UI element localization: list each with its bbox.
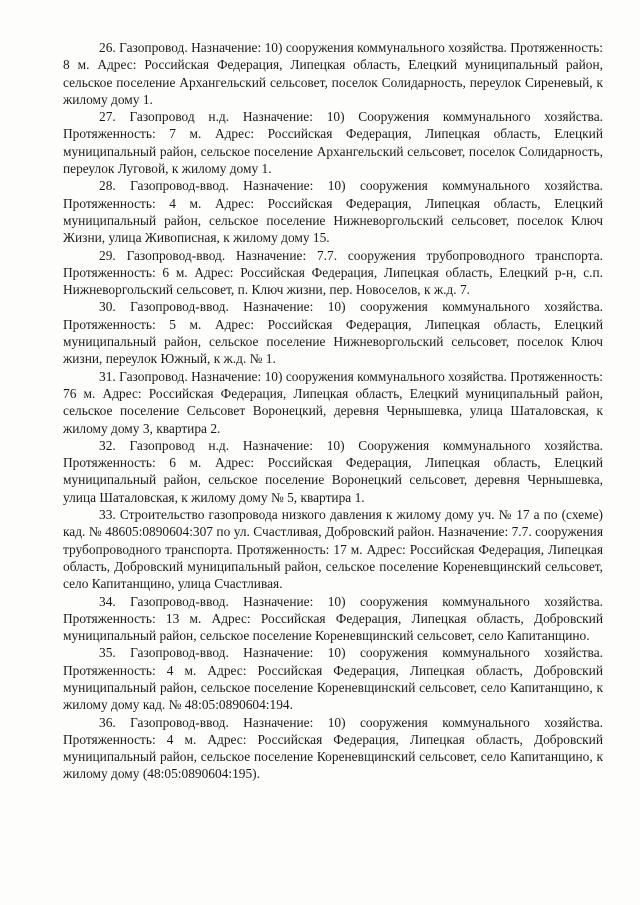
item-number: 26. [99,40,116,55]
list-item-35 [63,644,603,713]
item-number: 36. [99,714,116,730]
item-text: Газопровод-ввод. Назначение: 7.7. сооружения трубопроводного транспорта. Протяженность: 6 м. Адрес: Российская Федерация, Липецкая область, Елецкий р-н, с.п. Нижневоргольский сельсовет, п. Ключ жизни, пер. Новоселов, к ж.д. 7. [63,247,603,298]
list-item-29 [63,247,603,299]
item-number: 30. [99,299,116,315]
list-item-33 [63,506,603,592]
document-body [63,39,603,783]
item-number: 27. [99,109,116,125]
item-text: Газопровод н.д. Назначение: 10) Сооружения коммунального хозяйства. Протяженность: 6 м. Адрес: Российская Федерация, Липецкая область, Елецкий муниципальный район, сельское поселение Воронецкий сельсовет, деревня Чернышевка, улица Шаталовская, к жилому дому № 5, квартира 1. [63,437,603,505]
list-item-32 [63,437,603,506]
item-text: Газопровод н.д. Назначение: 10) Сооружения коммунального хозяйства. Протяженность: 7 м. Адрес: Российская Федерация, Липецкая область, Елецкий муниципальный район, сельское поселение Архангельский сельсовет, поселок Солидарность, переулок Луговой, к жилому дому 1. [63,109,603,177]
item-number: 32. [99,437,116,453]
item-number: 29. [99,247,116,263]
item-text: Газопровод-ввод. Назначение: 10) сооружения коммунального хозяйства. Протяженность: 13 м. Адрес: Российская Федерация, Липецкая область, Добровский муниципальный район, сельское поселение Кореневщинский сельсовет, село Капитанщино. [63,593,603,644]
list-item-30 [63,298,603,367]
list-item-28 [63,177,603,246]
item-text: Газопровод. Назначение: 10) сооружения коммунального хозяйства. Протяженность: 76 м. Адрес: Российская Федерация, Липецкая область, Елецкий муниципальный район, сельское поселение Сельсовет Воронецкий, деревня Чернышевка, улица Шаталовская, к жилому дому 3, квартира 2. [63,368,603,436]
item-number: 33. [99,507,116,523]
item-text: Газопровод-ввод. Назначение: 10) сооружения коммунального хозяйства. Протяженность: 4 м. Адрес: Российская Федерация, Липецкая область, Добровский муниципальный район, сельское поселение Кореневщинский сельсовет, село Капитанщино, к жилому дому кад. № 48:05:0890604:194. [63,645,603,713]
item-text: Газопровод-ввод. Назначение: 10) сооружения коммунального хозяйства. Протяженность: 4 м. Адрес: Российская Федерация, Липецкая область, Добровский муниципальный район, сельское поселение Кореневщинский сельсовет, село Капитанщино, к жилому дому (48:05:0890604:195). [63,714,603,782]
item-number: 28. [99,178,116,194]
item-number: 34. [99,593,116,609]
item-number: 31. [99,368,116,384]
item-text: Газопровод-ввод. Назначение: 10) сооружения коммунального хозяйства. Протяженность: 5 м. Адрес: Российская Федерация, Липецкая область, Елецкий муниципальный район, сельское поселение Нижневоргольский сельсовет, поселок Ключ жизни, переулок Южный, к ж.д. № 1. [63,299,603,367]
item-text: Газопровод-ввод. Назначение: 10) сооружения коммунального хозяйства. Протяженность: 4 м. Адрес: Российская Федерация, Липецкая область, Елецкий муниципальный район, сельское поселение Нижневоргольский сельсовет, поселок Ключ Жизни, улица Живописная, к жилому дому 15. [63,178,603,246]
list-item-31 [63,368,603,437]
list-item-36 [63,714,603,783]
item-text: Строительство газопровода низкого давления к жилому дому уч. № 17 а по (схеме) кад. № 48605:0890604:307 по ул. Счастливая, Добровский район. Назначение: 7.7. сооружения трубопроводного транспорта. Протяженность: 17 м. Адрес: Российская Федерация, Липецкая область, Добровский муниципальный район, сельское поселение Кореневщинский сельсовет, село Капитанщино, улица Счастливая. [63,507,603,592]
item-number: 35. [99,645,116,661]
item-text: Газопровод. Назначение: 10) сооружения коммунального хозяйства. Протяженность: 8 м. Адрес: Российская Федерация, Липецкая область, Елецкий муниципальный район, сельское поселение Архангельский сельсовет, поселок Солидарность, переулок Сиреневый, к жилому дому 1. [63,40,603,107]
list-item-34 [63,593,603,645]
list-item-27 [63,108,603,177]
list-item-26 [63,39,603,108]
